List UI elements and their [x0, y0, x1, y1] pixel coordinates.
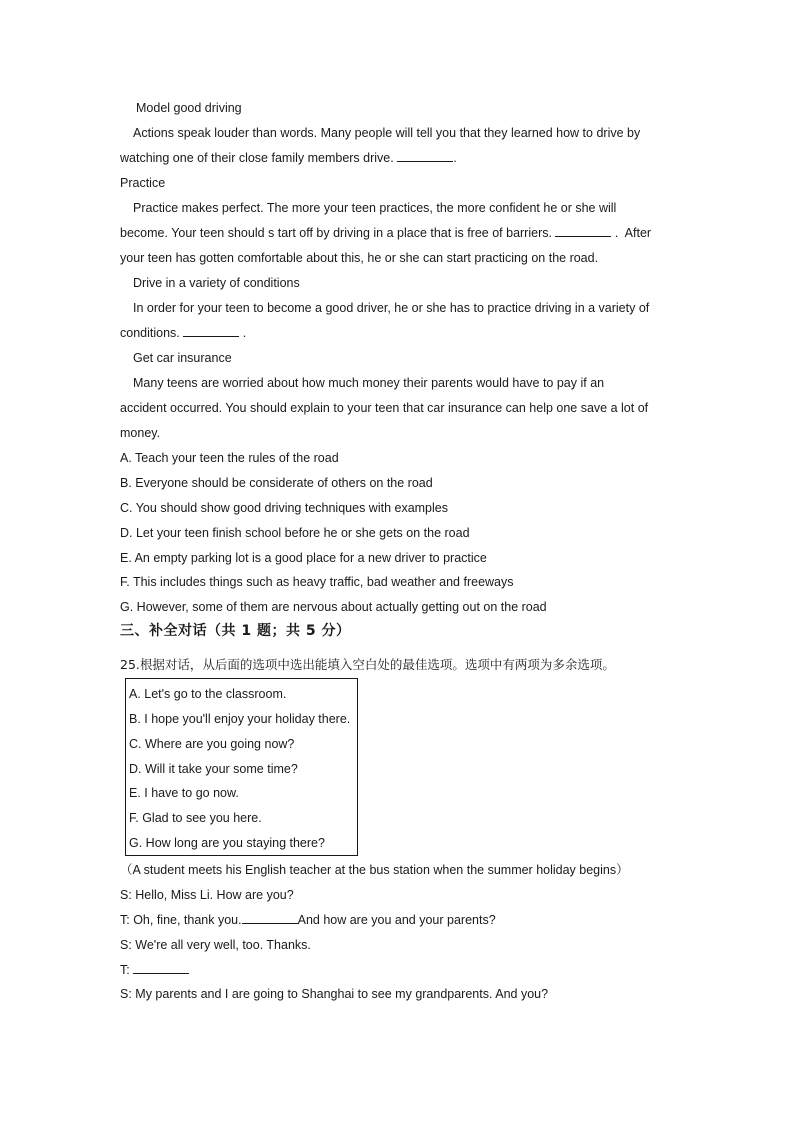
- paragraph-line: watching one of their close family members drive. .: [120, 151, 457, 165]
- dialogue-line-2: T: Oh, fine, thank you. And how are you and your parents?: [120, 913, 496, 927]
- answer-blank-2[interactable]: [555, 225, 611, 237]
- section-title-drive-in-variety: Drive in a variety of conditions: [133, 276, 300, 290]
- option-f: F. This includes things such as heavy traffic, bad weather and freeways: [120, 575, 514, 589]
- paragraph-line: Actions speak louder than words. Many people will tell you that they learned how to drive by: [133, 126, 641, 140]
- paragraph-line: In order for your teen to become a good driver, he or she has to practice driving in a variety of: [133, 301, 650, 315]
- section-title-practice: Practice: [120, 176, 166, 190]
- dialogue-option-c: C. Where are you going now?: [129, 737, 295, 751]
- dialogue-line-4: T:: [120, 962, 189, 978]
- section-heading: 三、补全对话（共 1 题；共 5 分）: [120, 623, 351, 639]
- paragraph-line: Practice makes perfect. The more your teen practices, the more confident he or she will: [133, 201, 617, 215]
- answer-blank-3[interactable]: [183, 325, 239, 337]
- section-title-car-insurance: Get car insurance: [133, 351, 232, 365]
- paragraph-line: your teen has gotten comfortable about this, he or she can start practicing on the road.: [120, 251, 599, 265]
- option-e: E. An empty parking lot is a good place for a new driver to practice: [120, 551, 487, 565]
- dialogue-option-f: F. Glad to see you here.: [129, 811, 262, 825]
- dialogue-blank-2[interactable]: [133, 962, 189, 974]
- dialogue-option-a: A. Let's go to the classroom.: [129, 687, 287, 701]
- dialogue-line-3: S: We're all very well, too. Thanks.: [120, 938, 311, 952]
- option-g: G. However, some of them are nervous about actually getting out on the road: [120, 600, 547, 614]
- paragraph-line: conditions. .: [120, 326, 247, 340]
- dialogue-line-5: S: My parents and I are going to Shanghai to see my grandparents. And you?: [120, 987, 549, 1001]
- paragraph-line: Many teens are worried about how much money their parents would have to pay if an: [133, 376, 605, 390]
- dialogue-option-e: E. I have to go now.: [129, 786, 239, 800]
- paragraph-line: become. Your teen should s tart off by driving in a place that is free of barriers. . After: [120, 226, 652, 240]
- section-title-model-good-driving: Model good driving: [136, 101, 242, 115]
- question-instruction: 25.根据对话，从后面的选项中选出能填入空白处的最佳选项。选项中有两项为多余选项。: [120, 657, 615, 672]
- dialogue-blank-1[interactable]: [242, 912, 298, 924]
- dialogue-option-d: D. Will it take your some time?: [129, 762, 298, 776]
- option-b: B. Everyone should be considerate of others on the road: [120, 476, 433, 490]
- dialogue-line-1: S: Hello, Miss Li. How are you?: [120, 888, 294, 902]
- paragraph-line: accident occurred. You should explain to your teen that car insurance can help one save a lot of: [120, 401, 649, 415]
- dialogue-options-box: [125, 678, 358, 856]
- option-c: C. You should show good driving techniques with examples: [120, 501, 448, 515]
- dialogue-option-g: G. How long are you staying there?: [129, 836, 325, 850]
- dialogue-option-b: B. I hope you'll enjoy your holiday there.: [129, 712, 351, 726]
- dialogue-context: （A student meets his English teacher at the bus station when the summer holiday begins）: [120, 863, 629, 877]
- paragraph-line: money.: [120, 426, 161, 440]
- option-d: D. Let your teen finish school before he or she gets on the road: [120, 526, 470, 540]
- answer-blank-1[interactable]: [397, 150, 453, 162]
- option-a: A. Teach your teen the rules of the road: [120, 451, 339, 465]
